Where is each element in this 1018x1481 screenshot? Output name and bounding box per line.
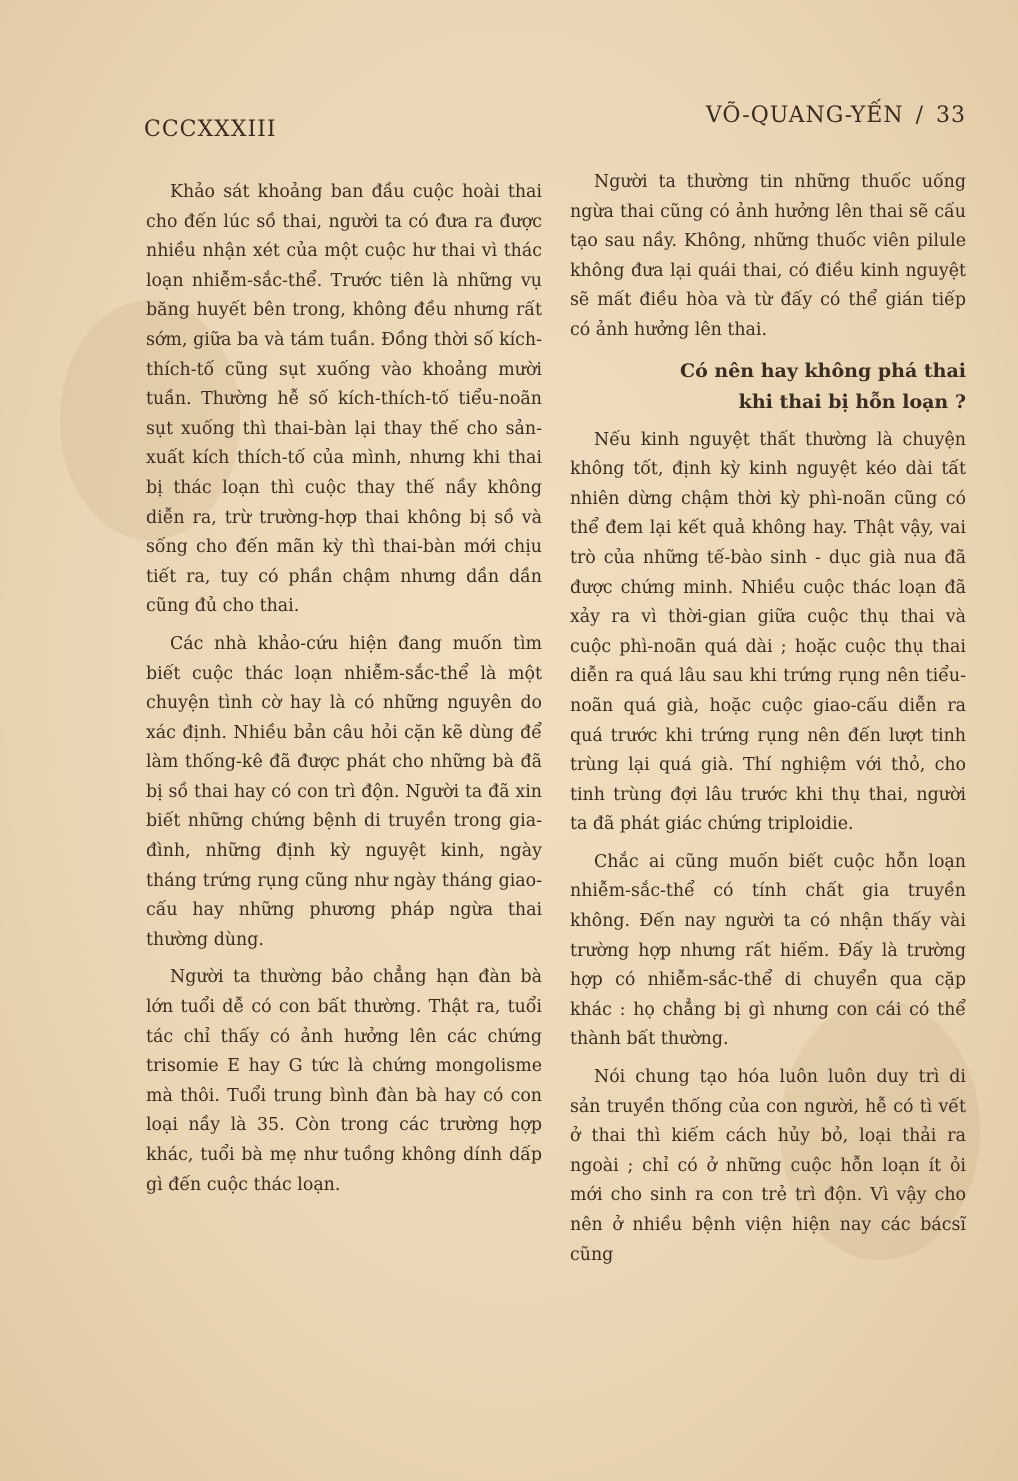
paragraph: Chắc ai cũng muốn biết cuộc hỗn loạn nhiễm-sắc-thể có tính chất gia truyền không. Đến nay người ta có nhận thấy vài trường hợp nhưng rất hiếm. Đấy là trường hợp có nhiễm-sắc-thể di chuyển qua cặp khác : họ chẳng bị gì nhưng con cái có thể thành bất thường. (570, 851, 966, 1050)
section-heading-line: Có nên hay không phá thai (679, 359, 966, 382)
running-header (706, 103, 966, 128)
right-column (570, 168, 966, 1278)
page-number: 33 (936, 103, 966, 128)
left-column (146, 178, 542, 1208)
header-separator: / (915, 103, 924, 128)
section-heading (570, 356, 966, 418)
paragraph: Khảo sát khoảng ban đầu cuộc hoài thai cho đến lúc sồ thai, người ta có đưa ra được nhiều nhận xét của một cuộc hư thai vì thác loạn nhiễm-sắc-thể. Trước tiên là những vụ băng huyết bên trong, không đều nhưng rất sớm, giữa ba và tám tuần. Đồng thời số kích-thích-tố cũng sụt xuống vào khoảng mười tuần. Thường hễ số kích-thích-tố tiểu-noãn sụt xuống thì thai-bàn lại thay thế cho sản-xuất kích thích-tố của mình, nhưng khi thai bị thác loạn thì cuộc thay thế nầy không diễn ra, trừ trường-hợp thai không bị sồ và sống cho đến mãn kỳ thì thai-bàn mới chịu tiết ra, tuy có phần chậm nhưng dần dần cũng đủ cho thai. (146, 182, 542, 617)
paragraph: Nếu kinh nguyệt thất thường là chuyện không tốt, định kỳ kinh nguyệt kéo dài tất nhiên dừng chậm thời kỳ phì-noãn cũng có thể đem lại kết quả không hay. Thật vậy, vai trò của những tế-bào sinh - dục già nua đã được chứng minh. Nhiều cuộc thác loạn đã xảy ra vì thời-gian giữa cuộc thụ thai và cuộc phì-noãn quá dài ; hoặc cuộc thụ thai diễn ra quá lâu sau khi trứng rụng nên tiểu-noãn quá già, hoặc cuộc giao-cấu diễn ra quá trước khi trứng rụng nên đến lượt tinh trùng lại quá già. Thí nghiệm với thỏ, cho tinh trùng đợi lâu trước khi thụ thai, người ta đã phát giác chứng triploidie. (570, 429, 966, 835)
section-heading-line: khi thai bị hỗn loạn ? (738, 390, 966, 413)
chapter-number: CCCXXXIII (144, 117, 277, 142)
paragraph: Nói chung tạo hóa luôn luôn duy trì di sản truyền thống của con người, hễ có tì vết ở thai thì kiếm cách hủy bỏ, loại thải ra ngoài ; chỉ có ở những cuộc hỗn loạn ít ỏi mới cho sinh ra con trẻ trì độn. Vì vậy cho nên ở nhiều bệnh viện hiện nay các bácsĩ cũng (570, 1067, 966, 1265)
paragraph: Người ta thường tin những thuốc uống ngừa thai cũng có ảnh hưởng lên thai sẽ cấu tạo sau nầy. Không, những thuốc viên pilule không đưa lại quái thai, có điều kinh nguyệt sẽ mất điều hòa và từ đấy có thể gián tiếp có ảnh hưởng lên thai. (570, 172, 966, 340)
author-name: VÕ-QUANG-YẾN (705, 103, 904, 128)
paragraph: Các nhà khảo-cứu hiện đang muốn tìm biết cuộc thác loạn nhiễm-sắc-thể là một chuyện tình cờ hay là có những nguyên do xác định. Nhiều bản câu hỏi cặn kẽ dùng để làm thống-kê đã được phát cho những bà đã bị sồ thai hay có con trì độn. Người ta đã xin biết những chứng bệnh di truyền trong gia-đình, những định kỳ nguyệt kinh, ngày tháng trứng rụng cũng như ngày tháng giao-cấu hay những phương pháp ngừa thai thường dùng. (146, 633, 542, 950)
paragraph: Người ta thường bảo chẳng hạn đàn bà lớn tuổi dễ có con bất thường. Thật ra, tuổi tác chỉ thấy có ảnh hưởng lên các chứng trisomie E hay G tức là chứng mongolisme mà thôi. Tuổi trung bình đàn bà hay có con loại nầy là 35. Còn trong các trường hợp khác, tuổi bà mẹ như tuồng không dính dấp gì đến cuộc thác loạn. (146, 967, 542, 1195)
